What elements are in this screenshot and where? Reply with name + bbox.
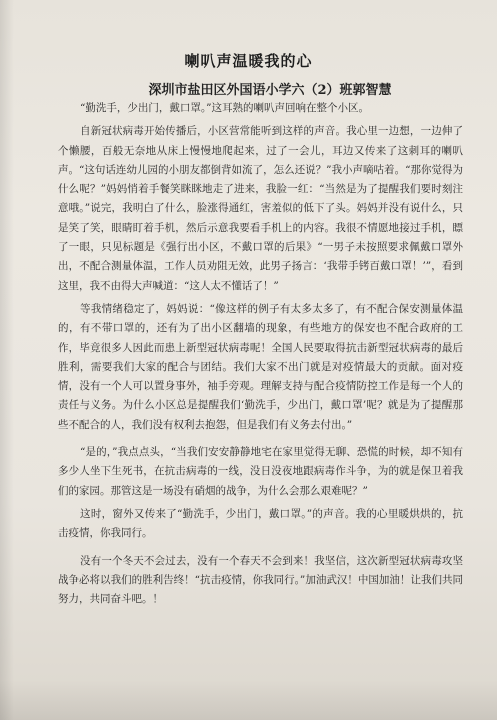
paragraph: 这时，窗外又传来了“勤洗手，少出门，戴口罩。”的声音。我的心里暖烘烘的，抗击疫情，你我同行。	[58, 507, 463, 540]
paragraph: 自新冠状病毒开始传播后，小区营常能听到这样的声音。我心里一边想，一边伸了个懒腰，百般无奈地从床上慢慢地爬起来，过了一会儿，耳边又传来了这刺耳的喇叭声。“这句话连幼儿园的小朋友都倒背如流了，怎么还说？”我小声嘀咕着。“那你觉得为什么呢？”妈妈悄着手餐笑眯眯地走了进来，我脸一红：“当然是为了提醒我们要时刻注意哦。”说完，我明白了什么，脸涨得通红，害羞似的低下了头。妈妈并没有说什么，只是笑了笑，眼睛盯着手机，然后示意我要看手机上的内容。我很不情愿地接过手机，瞟了一眼，只见标题是《强行出小区，不戴口罩的后果》“一男子未按照要求佩戴口罩外出，不配合测量体温，工作人员劝阻无效，此男子扬言：‘我带手铐百戴口罩！’”，看到这里，我不由得大声喊道：“这人太不懂话了！”	[58, 125, 463, 292]
essay-body	[58, 99, 463, 609]
author-byline: 深圳市盐田区外国语小学六（2）班郭智慧	[148, 83, 392, 98]
essay-title: 喇叭声温暖我的心	[184, 52, 313, 70]
paragraph: 没有一个冬天不会过去，没有一个春天不会到来！我坚信，这次新型冠状病毒攻坚战争必将以我们的胜利告终！“抗击疫情，你我同行。”加油武汉！中国加油！让我们共同努力，共同奋斗吧。！	[58, 554, 463, 606]
page-shadow-bottom	[0, 680, 497, 720]
paragraph: “勤洗手，少出门，戴口罩。”这耳熟的喇叭声回响在整个小区。	[80, 102, 370, 114]
paragraph: “是的，”我点点头，“当我们安安静静地宅在家里觉得无聊、恐慌的时候，却不知有多少人坐下生死书，在抗击病毒的一线，没日没夜地跟病毒作斗争，为的就是保卫着我们的家园。那管这是一场没有硝烟的战争，为什么会那么艰难呢？”	[58, 446, 463, 497]
paragraph: 等我情绪稳定了，妈妈说：“像这样的例子有太多太多了，有不配合保安测量体温的，有不带口罩的，还有为了出小区翻墙的现象，有些地方的保安也不配合政府的工作，毕竟很多人因此而患上新型冠状病毒呢！全国人民要取得抗击新型冠状病毒的最后胜利，需要我们大家的配合与团结。我们大家不出门就是对疫情最大的贡献。面对疫情，没有一个人可以置身事外，袖手旁观。理解支持与配合疫情防控工作是每一个人的责任与义务。为什么小区总是提醒我们‘勤洗手，少出门，戴口罩’呢？就是为了提醒那些不配合的人，我们没有权利去抱怨，但是我们有义务去付出。”	[58, 302, 463, 431]
page-shadow-left	[0, 0, 14, 720]
